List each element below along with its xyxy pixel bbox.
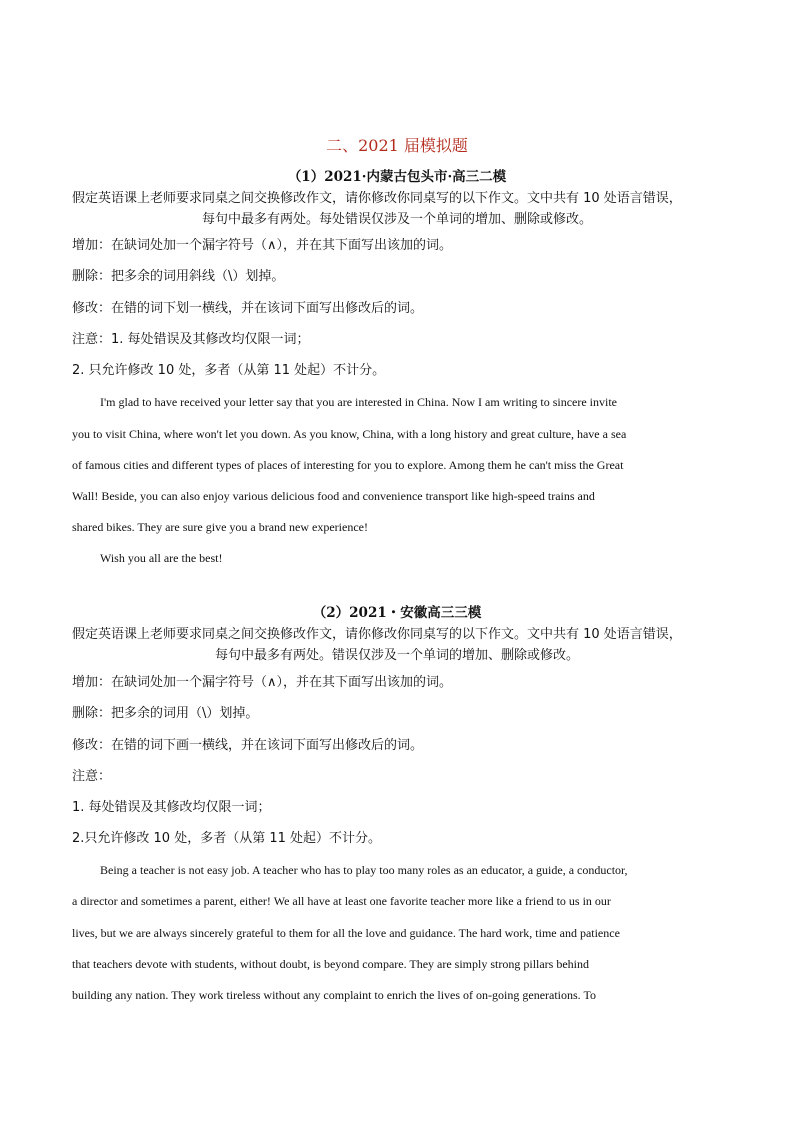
section-2-delete-rule: 删除：把多余的词用（\）划掉。 bbox=[72, 706, 259, 721]
section-2-intro-line-2: 每句中最多有两处。错误仅涉及一个单词的增加、删除或修改。 bbox=[214, 648, 579, 663]
section-1-add-rule: 增加：在缺词处加一个漏字符号（∧），并在其下面写出该加的词。 bbox=[72, 238, 453, 253]
page-title: 二、2021 届模拟题 bbox=[326, 136, 468, 155]
section-1-note-1: 注意：1. 每处错误及其修改均仅限一词； bbox=[72, 332, 310, 347]
section-2-intro-line-1: 假定英语课上老师要求同桌之间交换修改作文，请你修改你同桌写的以下作文。文中共有 10 处语言错误， bbox=[72, 627, 682, 642]
section-2-note-1: 1. 每处错误及其修改均仅限一词； bbox=[72, 800, 271, 815]
section-2-add-rule: 增加：在缺词处加一个漏字符号（∧），并在其下面写出该加的词。 bbox=[72, 675, 453, 690]
essay-2-line: Being a teacher is not easy job. A teacher who has to play too many roles as an educator, a guide, a conductor, bbox=[100, 863, 628, 877]
section-1-modify-rule: 修改：在错的词下划一横线，并在该词下面写出修改后的词。 bbox=[72, 301, 424, 316]
section-1-delete-rule: 删除：把多余的词用斜线（\）划掉。 bbox=[72, 269, 285, 284]
essay-1-closing: Wish you all are the best! bbox=[100, 551, 223, 565]
section-2-note-label: 注意： bbox=[72, 769, 112, 784]
essay-1-line: of famous cities and different types of places of interesting for you to explore. Among them he can't miss the Great bbox=[72, 458, 624, 472]
essay-1-line: you to visit China, where won't let you down. As you know, China, with a long history and great culture, have a sea bbox=[72, 427, 627, 441]
section-1-note-2: 2. 只允许修改 10 处，多者（从第 11 处起）不计分。 bbox=[72, 363, 386, 378]
essay-1-line: shared bikes. They are sure give you a brand new experience! bbox=[72, 520, 368, 534]
section-2-note-2: 2.只允许修改 10 处，多者（从第 11 处起）不计分。 bbox=[72, 831, 382, 846]
essay-1-line: Wall! Beside, you can also enjoy various delicious food and convenience transport like high-speed trains and bbox=[72, 489, 595, 503]
essay-2-line: that teachers devote with students, without doubt, is beyond compare. They are simply strong pillars behind bbox=[72, 957, 590, 971]
section-1-intro-line-2: 每句中最多有两处。每处错误仅涉及一个单词的增加、删除或修改。 bbox=[201, 212, 592, 227]
section-2-heading: （2）2021・安徽高三三模 bbox=[312, 605, 482, 621]
section-1-intro-line-1: 假定英语课上老师要求同桌之间交换修改作文，请你修改你同桌写的以下作文。文中共有 10 处语言错误， bbox=[72, 191, 682, 206]
essay-1-line: I'm glad to have received your letter say that you are interested in China. Now I am writing to sincere invite bbox=[100, 395, 617, 409]
section-1-heading: （1）2021·内蒙古包头市·高三二模 bbox=[287, 169, 507, 185]
essay-2-line: a director and sometimes a parent, either! We all have at least one favorite teacher more like a friend to us in our bbox=[72, 894, 611, 908]
essay-2-line: lives, but we are always sincerely grateful to them for all the love and guidance. The hard work, time and patience bbox=[72, 926, 620, 940]
essay-2-line: building any nation. They work tireless without any complaint to enrich the lives of on-going generations. To bbox=[72, 988, 596, 1002]
section-2-modify-rule: 修改：在错的词下画一横线，并在该词下面写出修改后的词。 bbox=[72, 738, 424, 753]
